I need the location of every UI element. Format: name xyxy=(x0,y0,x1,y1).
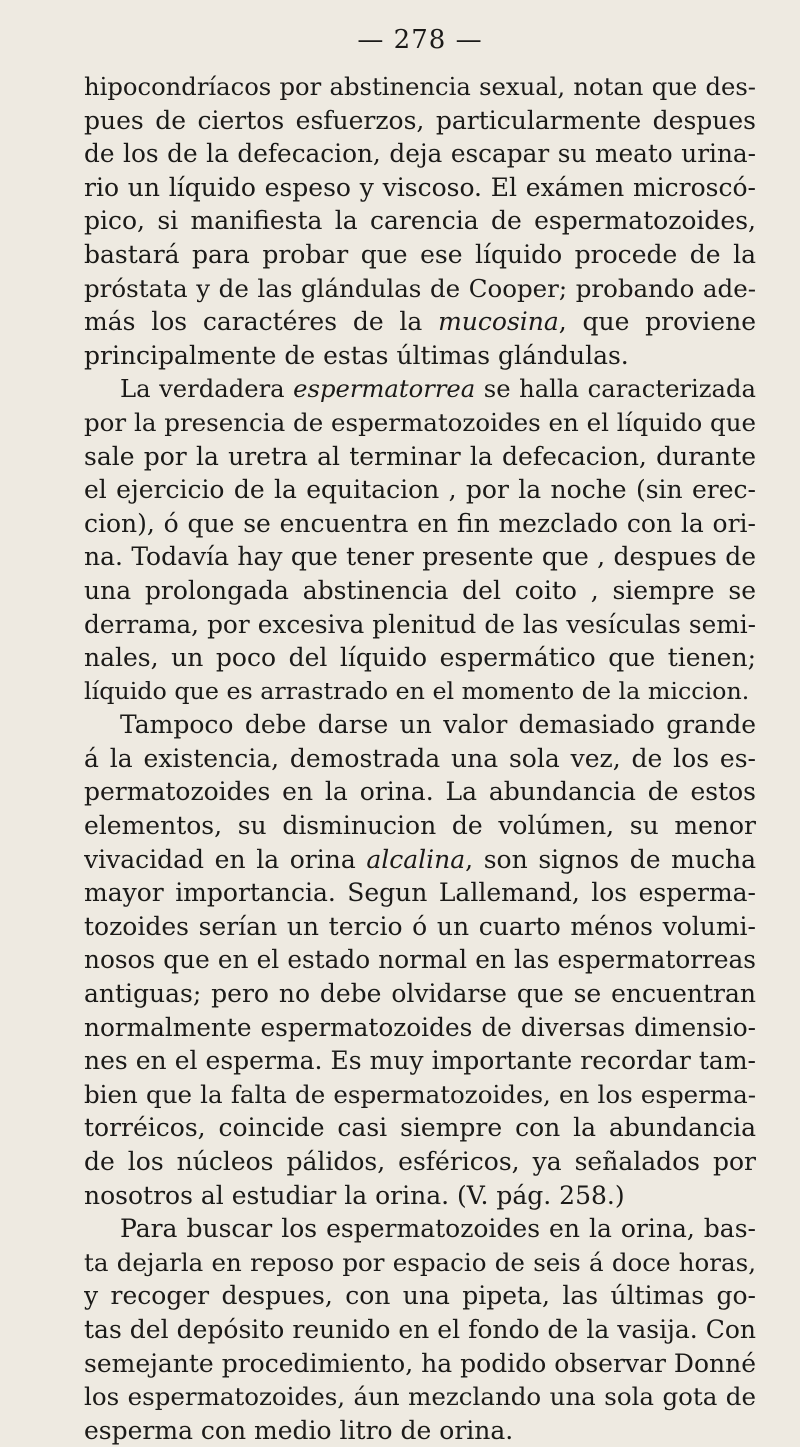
text-line xyxy=(84,372,756,406)
line-text: normalmente espermatozoides de diversas dimensio- xyxy=(84,1012,756,1042)
line-text: una prolongada abstinencia del coito , siempre se xyxy=(84,575,756,605)
line-text: mayor importancia. Segun Lallemand, los esperma- xyxy=(84,878,756,908)
text-line xyxy=(84,876,756,910)
page-number: — 278 — xyxy=(357,25,483,55)
line-text: elementos, su disminucion de volúmen, su menor xyxy=(84,811,756,841)
line-text: Para buscar los espermatozoides en la orina, bas- xyxy=(120,1214,756,1244)
text-line xyxy=(84,775,756,809)
line-text: el ejercicio de la equitacion , por la noche (sin erec- xyxy=(84,475,756,505)
text-line xyxy=(84,843,756,877)
text-line xyxy=(84,1011,756,1045)
text-line xyxy=(84,540,756,574)
italic-term: espermatorrea xyxy=(293,374,476,404)
italic-term: alcalina xyxy=(366,844,466,874)
text-line xyxy=(84,305,756,339)
text-line xyxy=(84,137,756,171)
text-line xyxy=(84,641,756,675)
text-line xyxy=(84,1414,756,1447)
text-line xyxy=(84,238,756,272)
line-text: , son signos de mucha xyxy=(465,844,756,874)
text-line xyxy=(84,608,756,642)
text-line xyxy=(84,171,756,205)
text-line xyxy=(84,1111,756,1145)
line-text: rio un líquido espeso y viscoso. El exámen microscó- xyxy=(84,172,756,202)
line-text: semejante procedimiento, ha podido observar Donné xyxy=(84,1348,756,1378)
text-line xyxy=(84,943,756,977)
line-text: los espermatozoides, áun mezclando una sola gota de xyxy=(84,1382,756,1412)
line-text: hipocondríacos por abstinencia sexual, notan que des- xyxy=(84,72,756,101)
line-text: pues de ciertos esfuerzos, particularmente despues xyxy=(84,105,756,135)
text-line xyxy=(84,1179,756,1213)
line-text: tozoides serían un tercio ó un cuarto ménos volumi- xyxy=(84,911,756,941)
line-text: nosotros al estudiar la orina. (V. pág. 258.) xyxy=(84,1180,625,1210)
line-text: próstata y de las glándulas de Cooper; probando ade- xyxy=(84,273,756,303)
text-line xyxy=(84,507,756,541)
line-text: , que proviene xyxy=(558,307,756,337)
text-line xyxy=(84,1279,756,1313)
text-line xyxy=(84,204,756,238)
line-text: na. Todavía hay que tener presente que , despues de xyxy=(84,542,756,572)
line-text: más los caractéres de la xyxy=(84,307,439,337)
text-line xyxy=(84,473,756,507)
line-text: bastará para probar que ese líquido procede de la xyxy=(84,239,756,269)
text-line xyxy=(84,1380,756,1414)
line-text: de los de la defecacion, deja escapar su meato urina- xyxy=(84,139,756,169)
text-line xyxy=(84,272,756,306)
line-text: y recoger despues, con una pipeta, las últimas go- xyxy=(84,1281,756,1311)
book-page xyxy=(84,10,756,1447)
line-text: esperma con medio litro de orina. xyxy=(84,1415,514,1445)
line-text: á la existencia, demostrada una sola vez, de los es- xyxy=(84,743,756,773)
line-text: nosos que en el estado normal en las espermatorreas xyxy=(84,945,756,975)
body-text xyxy=(84,70,756,1447)
line-text: nales, un poco del líquido espermático que tienen; xyxy=(84,643,756,673)
line-text: torréicos, coincide casi siempre con la abundancia xyxy=(84,1113,756,1143)
line-text: se halla caracterizada xyxy=(475,374,756,404)
line-text: por la presencia de espermatozoides en el líquido que xyxy=(84,407,756,437)
line-text: principalmente de estas últimas glándulas. xyxy=(84,340,629,370)
text-line xyxy=(84,1044,756,1078)
text-line xyxy=(84,708,756,742)
text-line xyxy=(84,339,756,373)
line-text: líquido que es arrastrado en el momento de la miccion. xyxy=(84,676,750,705)
text-line xyxy=(84,70,756,104)
text-line xyxy=(84,910,756,944)
line-text: permatozoides en la orina. La abundancia de estos xyxy=(84,777,756,807)
line-text: cion), ó que se encuentra en fin mezclado con la ori- xyxy=(84,508,756,538)
line-text: sale por la uretra al terminar la defecacion, durante xyxy=(84,441,756,471)
line-text: bien que la falta de espermatozoides, en los esperma- xyxy=(84,1079,756,1109)
line-text: de los núcleos pálidos, esféricos, ya señalados por xyxy=(84,1147,756,1176)
text-line xyxy=(84,406,756,440)
text-line xyxy=(84,742,756,776)
text-line xyxy=(84,104,756,138)
line-text: pico, si manifiesta la carencia de espermatozoides, xyxy=(84,206,756,236)
text-line xyxy=(84,809,756,843)
line-text: ta dejarla en reposo por espacio de seis á doce horas, xyxy=(84,1247,756,1277)
text-line xyxy=(84,1145,756,1179)
text-line xyxy=(84,440,756,474)
line-text: tas del depósito reunido en el fondo de la vasija. Con xyxy=(84,1314,756,1344)
italic-term: mucosina xyxy=(438,307,559,337)
text-line xyxy=(84,675,756,709)
text-line xyxy=(84,574,756,608)
text-line xyxy=(84,1347,756,1381)
text-line xyxy=(84,1078,756,1112)
text-line xyxy=(84,1313,756,1347)
text-line xyxy=(84,1212,756,1246)
line-text: vivacidad en la orina xyxy=(84,844,367,874)
line-text: La verdadera xyxy=(120,374,294,404)
line-text: derrama, por excesiva plenitud de las vesículas semi- xyxy=(84,609,756,639)
text-line xyxy=(84,977,756,1011)
line-text: Tampoco debe darse un valor demasiado grande xyxy=(120,710,756,740)
line-text: nes en el esperma. Es muy importante recordar tam- xyxy=(84,1046,756,1076)
text-line xyxy=(84,1246,756,1280)
line-text: antiguas; pero no debe olvidarse que se encuentran xyxy=(84,979,756,1009)
